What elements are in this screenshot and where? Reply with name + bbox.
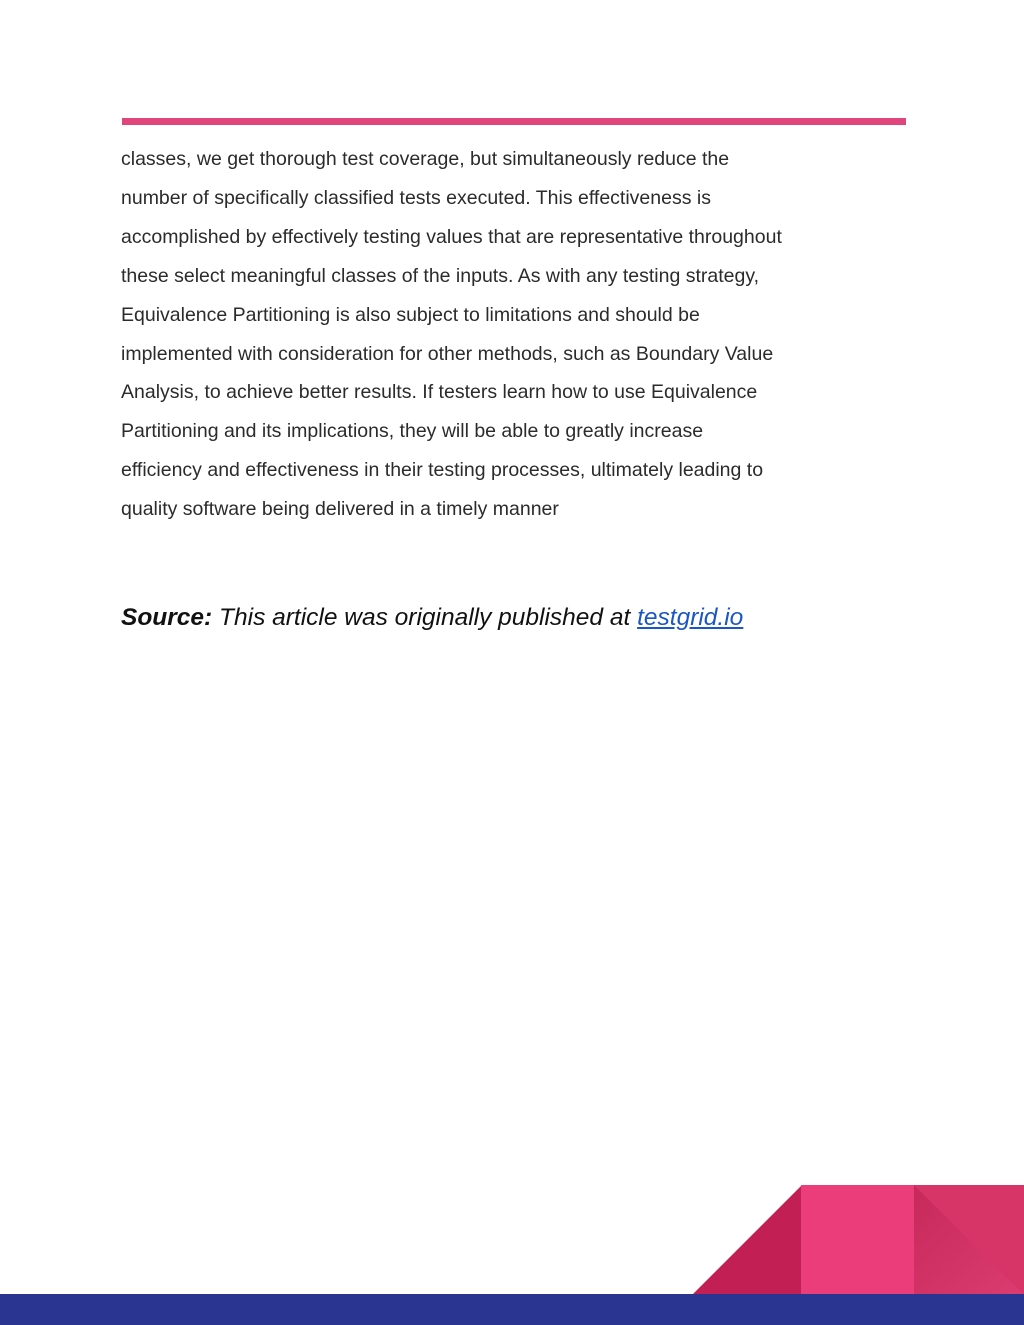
body-line: implemented with consideration for other methods, such as Boundary Value — [121, 342, 774, 365]
footer-crimson-triangle — [692, 1185, 802, 1295]
footer-pink-block — [801, 1185, 915, 1295]
source-link[interactable]: testgrid.io — [637, 604, 744, 631]
body-line: efficiency and effectiveness in their testing processes, ultimately leading to — [121, 459, 764, 482]
body-line: quality software being delivered in a timely manner — [121, 498, 559, 521]
body-line: Analysis, to achieve better results. If testers learn how to use Equivalence — [121, 381, 758, 404]
body-line: accomplished by effectively testing values that are representative throughout — [121, 225, 782, 248]
body-line: these select meaningful classes of the inputs. As with any testing strategy, — [121, 264, 760, 287]
source-label: Source: — [121, 604, 213, 631]
body-line: Partitioning and its implications, they will be able to greatly increase — [121, 420, 704, 443]
body-line: classes, we get thorough test coverage, but simultaneously reduce the — [121, 148, 730, 170]
source-text: This article was originally published at — [219, 604, 631, 631]
body-line: Equivalence Partitioning is also subject to limitations and should be — [121, 303, 700, 326]
footer-navy-bar — [0, 1294, 1024, 1325]
body-line: number of specifically classified tests executed. This effectiveness is — [121, 186, 711, 209]
